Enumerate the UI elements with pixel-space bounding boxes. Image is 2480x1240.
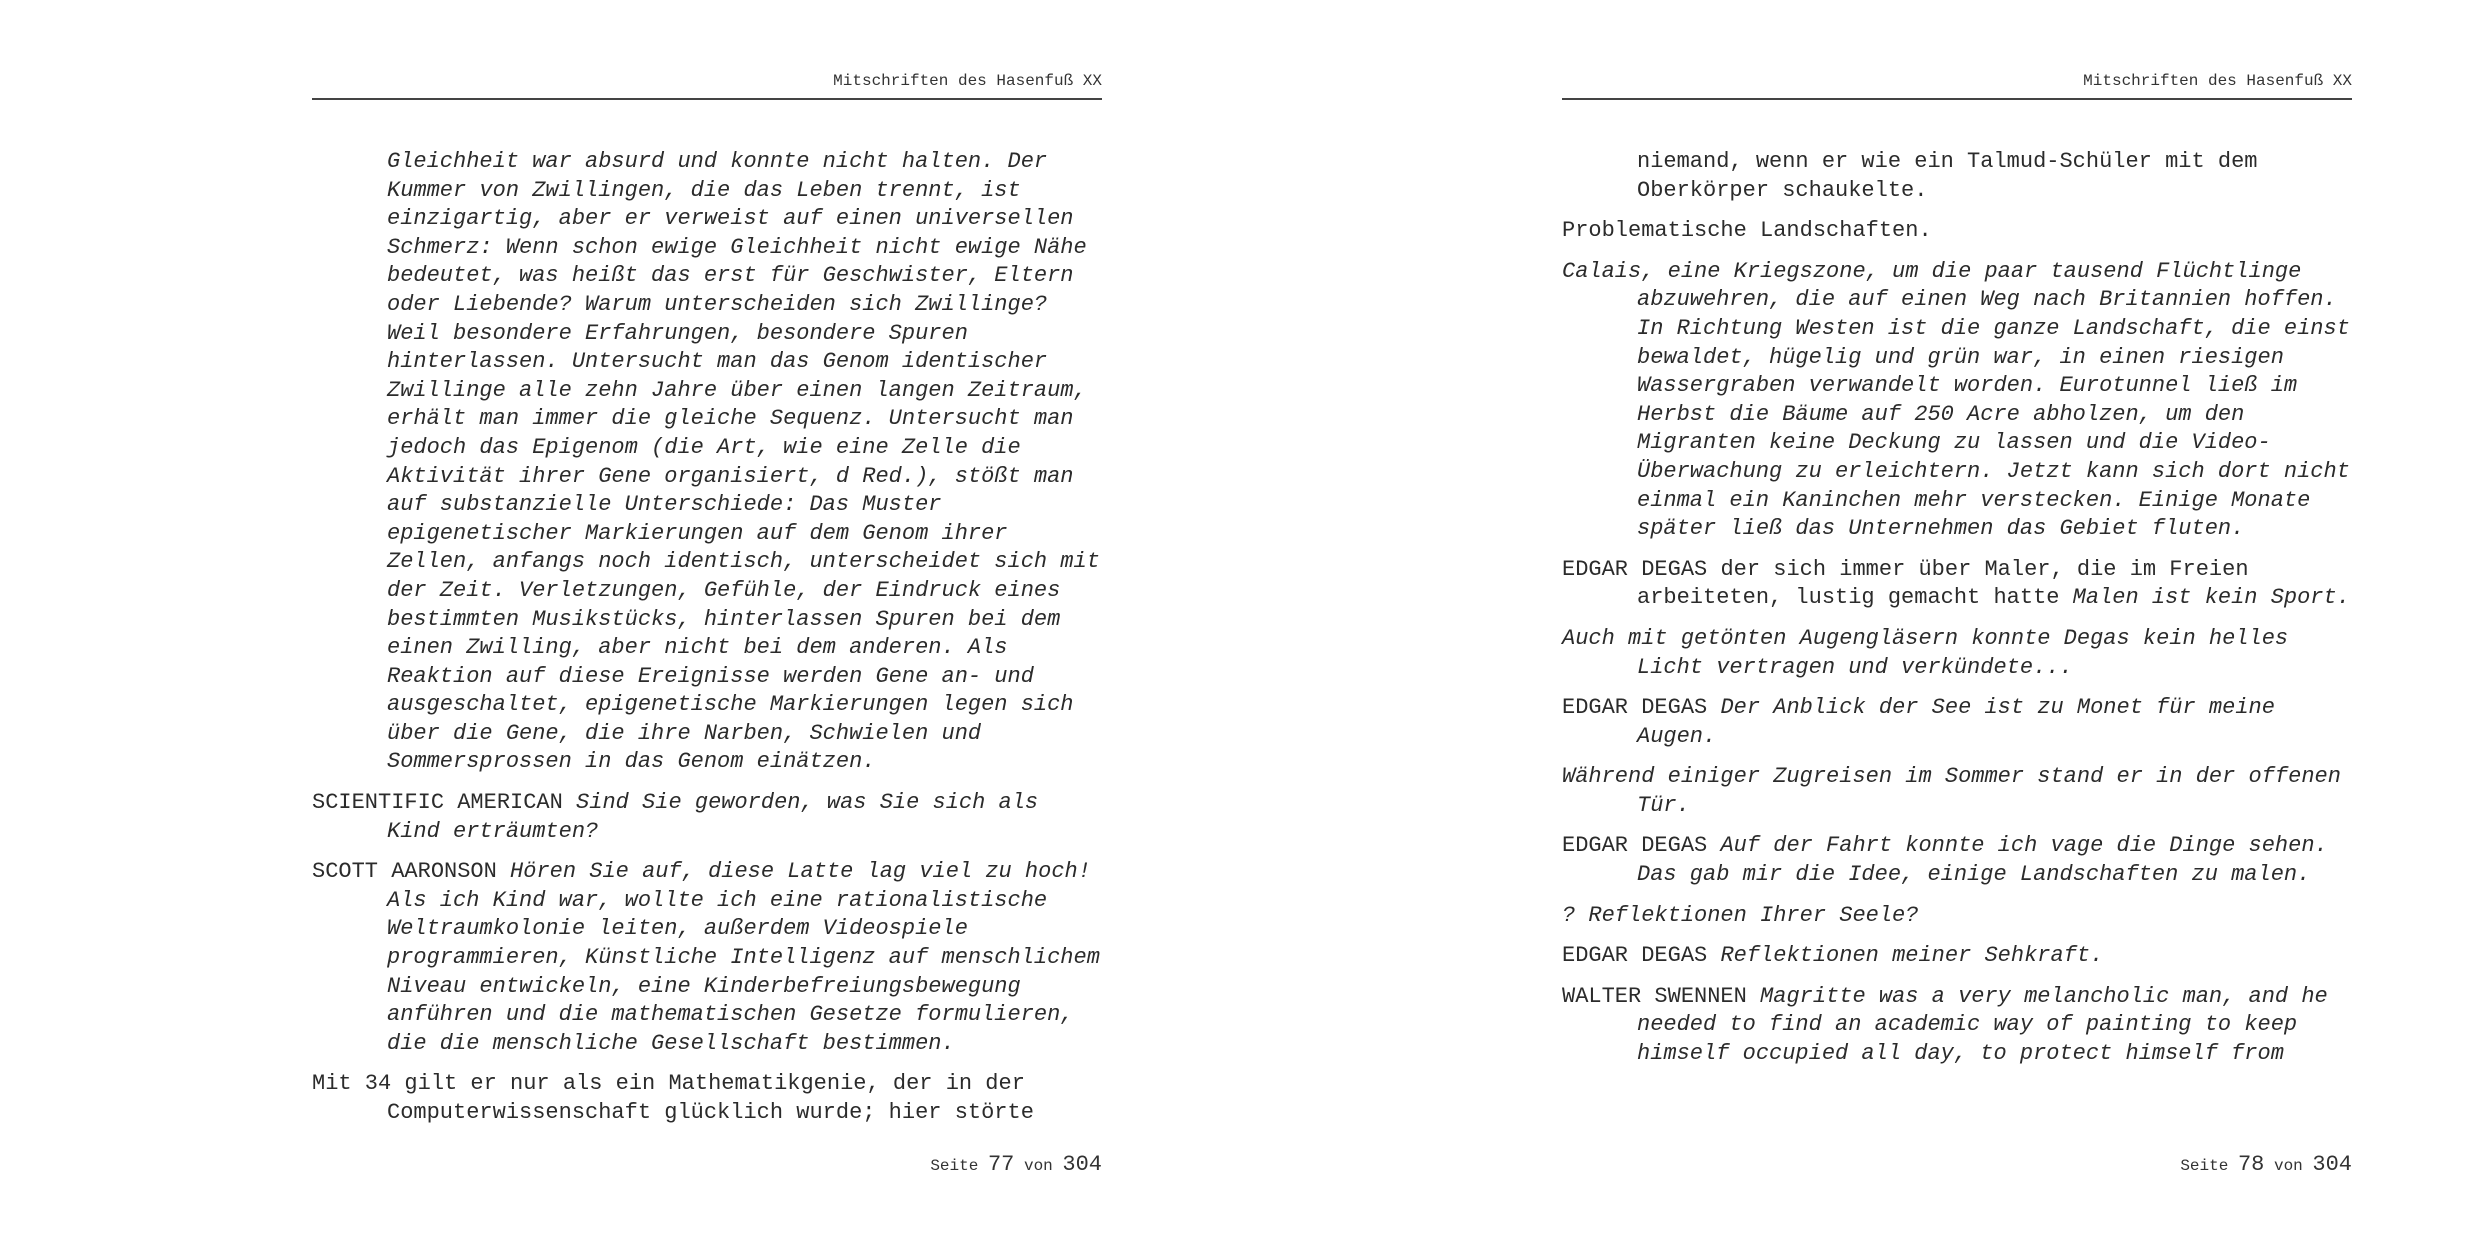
speech-text: Der Anblick der See ist zu Monet für meine Augen. (1637, 695, 2275, 749)
speaker-name: EDGAR DEGAS (1562, 695, 1708, 721)
page-footer (312, 1152, 1102, 1177)
dialogue-paragraph (1562, 694, 2352, 751)
page-number: 78 (2237, 1152, 2265, 1177)
narration-paragraph: ? Reflektionen Ihrer Seele? (1562, 902, 1919, 928)
narration-paragraph: Problematische Landschaften. (1562, 218, 1932, 244)
dialogue-paragraph (312, 789, 1102, 846)
page-total: 304 (1062, 1152, 1102, 1177)
footer-prefix: Seite (2180, 1157, 2229, 1175)
dialogue-paragraph (1562, 983, 2352, 1069)
page-total: 304 (2312, 1152, 2352, 1177)
speech-text: Reflektionen meiner Sehkraft. (1720, 943, 2104, 969)
speaker-name: WALTER SWENNEN (1562, 983, 1747, 1009)
running-header: Mitschriften des Hasenfuß XX (312, 72, 1102, 100)
speech-text: Hören Sie auf, diese Latte lag viel zu hoch! Als ich Kind war, wollte ich eine rationalistische Weltraumkolonie leiten, außerdem Videospiele programmieren, Künstliche Intelligenz auf menschlichem Niveau entwickeln, eine Kinderbefreiungsbewegung anführen und die mathematischen Gesetze formulieren, die die menschliche Gesellschaft bestimmen. (387, 859, 1100, 1056)
dialogue-paragraph (1562, 832, 2352, 889)
footer-mid: von (2273, 1157, 2303, 1175)
narration-paragraph: Mit 34 gilt er nur als ein Mathematikgenie, der in der Computerwissenschaft glücklich wurde; hier störte (312, 1071, 1034, 1125)
narration-paragraph: Calais, eine Kriegszone, um die paar tausend Flüchtlinge abzuwehren, die auf einen Weg nach Britannien hoffen. In Richtung Westen ist die ganze Landschaft, die einst bewaldet, hügelig und grün war, in einen riesigen Wassergraben verwandelt worden. Eurotunnel ließ im Herbst die Bäume auf 250 Acre abholzen, um den Migranten keine Deckung zu lassen und die Video-Überwachung zu erleichtern. Jetzt kann sich dort nicht einmal ein Kaninchen mehr verstecken. Einige Monate später ließ das Unternehmen das Gebiet fluten. (1562, 258, 2350, 542)
page-content (312, 148, 1102, 1140)
continued-paragraph: niemand, wenn er wie ein Talmud-Schüler mit dem Oberkörper schaukelte. (1637, 149, 2258, 203)
dialogue-paragraph (312, 858, 1102, 1058)
speaker-name: EDGAR DEGAS (1562, 556, 1708, 582)
left-page (312, 0, 1102, 1240)
speech-quote: Malen ist kein Sport. (2072, 585, 2350, 611)
page-footer (1562, 1152, 2352, 1177)
speaker-name: SCIENTIFIC AMERICAN (312, 790, 563, 816)
speech-text: Magritte was a very melancholic man, and he needed to find an academic way of painting to keep himself occupied all day, to protect himself from (1637, 983, 2328, 1067)
dialogue-paragraph (1562, 942, 2352, 971)
running-header: Mitschriften des Hasenfuß XX (1562, 72, 2352, 100)
speech-text: Sind Sie geworden, was Sie sich als Kind erträumten? (387, 790, 1039, 844)
speech-text: der sich immer über Maler, die im Freien arbeiteten, lustig gemacht hatte (1637, 556, 2249, 611)
speaker-name: EDGAR DEGAS (1562, 833, 1708, 859)
right-page (1562, 0, 2352, 1240)
speaker-name: SCOTT AARONSON (312, 859, 497, 885)
page-number: 77 (987, 1152, 1015, 1177)
narration-paragraph: Während einiger Zugreisen im Sommer stand er in der offenen Tür. (1562, 764, 2341, 818)
speaker-name: EDGAR DEGAS (1562, 943, 1708, 969)
page-content (1562, 148, 2352, 1081)
block-quote: Gleichheit war absurd und konnte nicht halten. Der Kummer von Zwillingen, die das Leben trennt, ist einzigartig, aber er verweist auf einen universellen Schmerz: Wenn schon ewige Gleichheit nicht ewige Nähe bedeutet, was heißt das erst für Geschwister, Eltern oder Liebende? Warum unterscheiden sich Zwillinge? Weil besondere Erfahrungen, besondere Spuren hinterlassen. Untersucht man das Genom identischer Zwillinge alle zehn Jahre über einen langen Zeitraum, erhält man immer die gleiche Sequenz. Untersucht man jedoch das Epigenom (die Art, wie eine Zelle die Aktivität ihrer Gene organisiert, d Red.), stößt man auf substanzielle Unterschiede: Das Muster epigenetischer Markierungen auf dem Genom ihrer Zellen, anfangs noch identisch, unterscheidet sich mit der Zeit. Verletzungen, Gefühle, der Eindruck eines bestimmten Musikstücks, hinterlassen Spuren bei dem einen Zwilling, aber nicht bei dem anderen. Als Reaktion auf diese Ereignisse werden Gene an- und ausgeschaltet, epigenetische Markierungen legen sich über die Gene, die ihre Narben, Schwielen und Sommersprossen in das Genom einätzen. (387, 149, 1100, 775)
dialogue-paragraph (1562, 556, 2352, 613)
narration-paragraph: Auch mit getönten Augengläsern konnte Degas kein helles Licht vertragen und verkündete... (1562, 625, 2289, 680)
speech-text: Auf der Fahrt konnte ich vage die Dinge sehen. Das gab mir die Idee, einige Landschaften zu malen. (1637, 833, 2328, 888)
footer-prefix: Seite (930, 1157, 979, 1175)
footer-mid: von (1023, 1157, 1053, 1175)
